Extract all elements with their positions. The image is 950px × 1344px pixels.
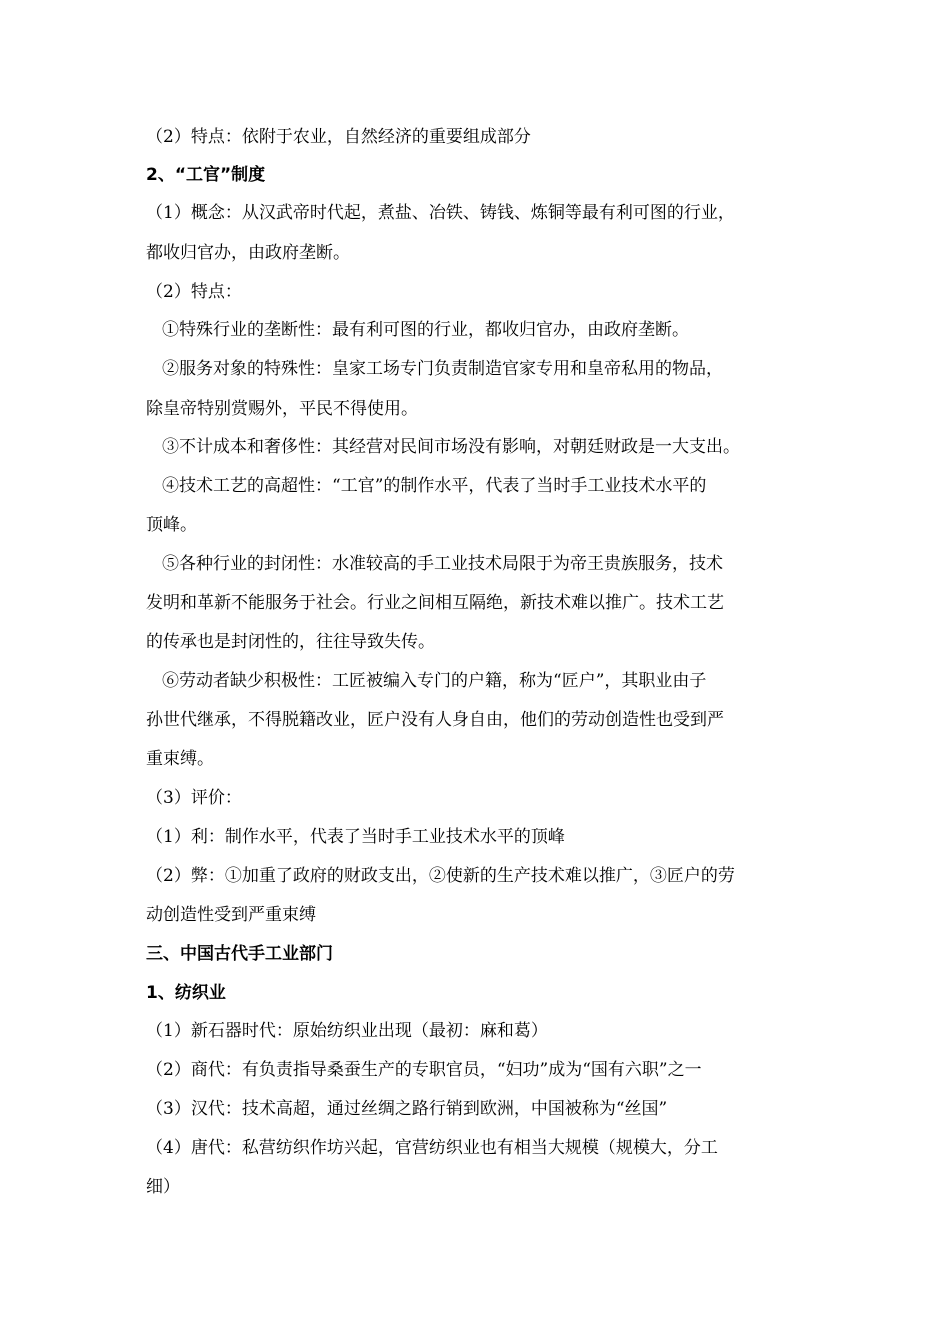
text-line: （3）汉代：技术高超，通过丝绸之路行销到欧洲，中国被称为“丝国” <box>146 1099 668 1119</box>
text-line: 细） <box>146 1177 180 1197</box>
section-heading: 1、纺织业 <box>146 983 226 1003</box>
text-line: （2）特点： <box>146 282 242 302</box>
text-line: （1）利：制作水平，代表了当时手工业技术水平的顶峰 <box>146 827 565 847</box>
text-line: （2）特点：依附于农业，自然经济的重要组成部分 <box>146 127 531 147</box>
text-line: ⑤各种行业的封闭性：水准较高的手工业技术局限于为帝王贵族服务，技术 <box>162 554 723 574</box>
text-line: （2）弊：①加重了政府的财政支出，②使新的生产技术难以推广，③匠户的劳 <box>146 866 735 886</box>
text-line: （1）概念：从汉武帝时代起，煮盐、冶铁、铸钱、炼铜等最有利可图的行业， <box>146 203 735 223</box>
section-heading: 三、中国古代手工业部门 <box>146 944 333 964</box>
text-line: ①特殊行业的垄断性：最有利可图的行业，都收归官办，由政府垄断。 <box>162 320 689 340</box>
text-line: ④技术工艺的高超性：“工官”的制作水平，代表了当时手工业技术水平的 <box>162 476 707 496</box>
text-line: ③不计成本和奢侈性：其经营对民间市场没有影响，对朝廷财政是一大支出。 <box>162 437 740 457</box>
text-line: 的传承也是封闭性的，往往导致失传。 <box>146 632 435 652</box>
text-line: 重束缚。 <box>146 749 214 769</box>
text-line: 孙世代继承，不得脱籍改业，匠户没有人身自由，他们的劳动创造性也受到严 <box>146 710 724 730</box>
text-line: ⑥劳动者缺少积极性：工匠被编入专门的户籍，称为“匠户”，其职业由子 <box>162 671 707 691</box>
section-heading: 2、“工官”制度 <box>146 165 266 185</box>
text-line: （2）商代：有负责指导桑蚕生产的专职官员，“妇功”成为“国有六职”之一 <box>146 1060 702 1080</box>
text-line: ②服务对象的特殊性：皇家工场专门负责制造官家专用和皇帝私用的物品， <box>162 359 723 379</box>
text-line: 顶峰。 <box>146 515 197 535</box>
text-line: 发明和革新不能服务于社会。行业之间相互隔绝，新技术难以推广。技术工艺 <box>146 593 724 613</box>
text-line: 都收归官办，由政府垄断。 <box>146 243 350 263</box>
text-line: 动创造性受到严重束缚 <box>146 905 316 925</box>
text-line: 除皇帝特别赏赐外，平民不得使用。 <box>146 399 418 419</box>
text-line: （3）评价： <box>146 788 242 808</box>
text-line: （4）唐代：私营纺织作坊兴起，官营纺织业也有相当大规模（规模大，分工 <box>146 1138 718 1158</box>
text-line: （1）新石器时代：原始纺织业出现（最初：麻和葛） <box>146 1021 548 1041</box>
